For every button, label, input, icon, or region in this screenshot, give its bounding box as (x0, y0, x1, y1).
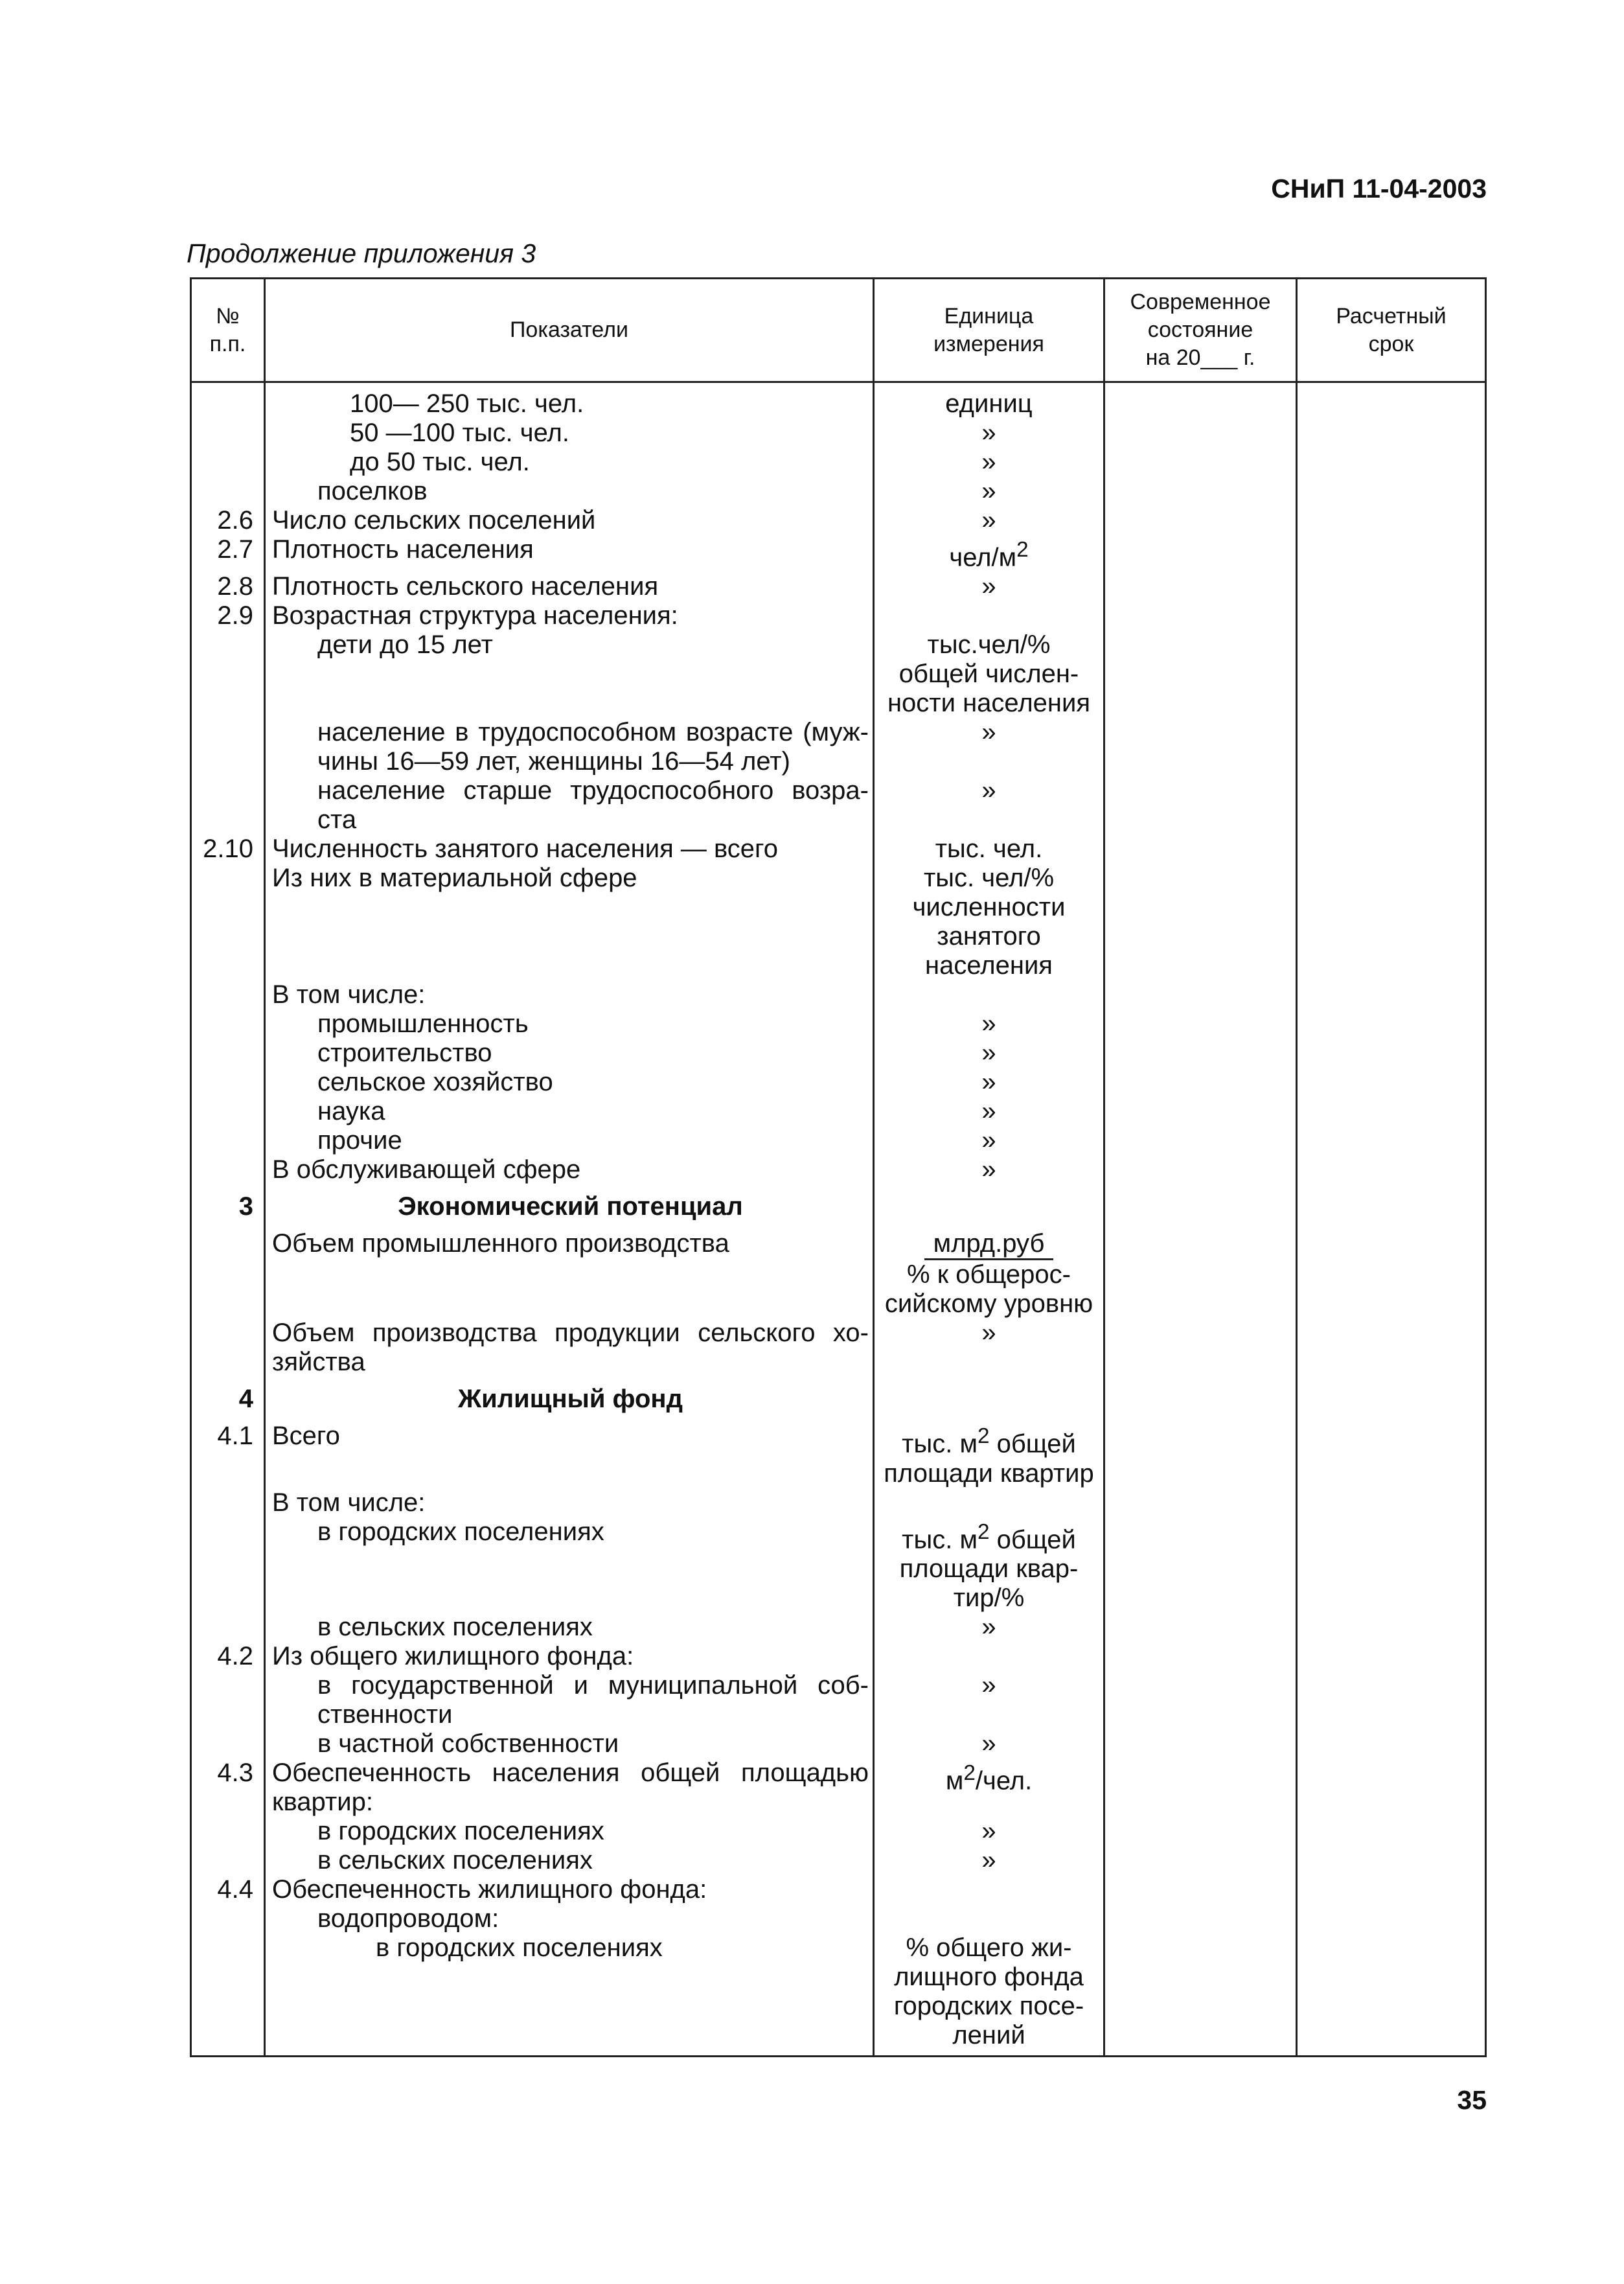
table-row: в городских поселениях » (191, 1817, 1486, 1846)
section-title: Жилищный фонд (265, 1377, 874, 1422)
section-heading-row: 3 Экономический потенциал (191, 1184, 1486, 1229)
table-row: до 50 тыс. чел. » (191, 448, 1486, 477)
table-row: прочие » (191, 1126, 1486, 1155)
page-number: 35 (1457, 2085, 1487, 2115)
table-row: 4.3 Обеспеченность населения общей площадью квартир: $м^2$/чел. (191, 1759, 1486, 1817)
table-row: население в трудоспособном возрасте (муж- чины 16—59 лет, женщины 16—54 лет) » (191, 718, 1486, 776)
table-header-row (191, 279, 1486, 382)
table-row: строительство » (191, 1039, 1486, 1068)
table-row: 100— 250 тыс. чел. единиц (191, 382, 1486, 419)
table-row: водопроводом: (191, 1904, 1486, 1933)
table-row: дети до 15 лет тыс.чел/% общей числен- ности населения (191, 630, 1486, 718)
table-row: поселков » (191, 477, 1486, 506)
header-unit: Единица измерения (874, 279, 1104, 382)
table-row: в частной собственности » (191, 1729, 1486, 1759)
table-row: В том числе: (191, 1488, 1486, 1517)
table-row: в сельских поселениях » (191, 1613, 1486, 1642)
table-row: в городских поселениях тыс. $м^2$ общей площади квар- тир/% (191, 1517, 1486, 1613)
table-row: 4.4 Обеспеченность жилищного фонда: (191, 1875, 1486, 1904)
table-row: В обслуживающей сфере » (191, 1155, 1486, 1184)
table-row: 4.1 Всего тыс. $м^2$ общей площади квартир (191, 1422, 1486, 1488)
table-row: Объем промышленного производства млрд.руб % к общерос- сийскому уровню (191, 1229, 1486, 1319)
table-row: В том числе: (191, 980, 1486, 1009)
header-indicators: Показатели (265, 279, 874, 382)
table-row: промышленность » (191, 1009, 1486, 1039)
table-row: 2.7 Плотность населения чел/$м^2$ (191, 535, 1486, 572)
table-row: 50 —100 тыс. чел. » (191, 419, 1486, 448)
table-row: 4.2 Из общего жилищного фонда: (191, 1642, 1486, 1671)
document-code: СНиП 11-04-2003 (1271, 174, 1487, 203)
table-row: в сельских поселениях » (191, 1846, 1486, 1875)
table-row: Из них в материальной сфере тыс. чел/% численности занятого населения (191, 864, 1486, 980)
table-row: Объем производства продукции сельского хо- зяйства » (191, 1319, 1486, 1377)
table-row: население старше трудоспособного возра- ста » (191, 776, 1486, 835)
header-current-state: Современное состояние на 20___ г. (1104, 279, 1297, 382)
section-title: Экономический потенциал (265, 1184, 874, 1229)
table-row: сельское хозяйство » (191, 1068, 1486, 1097)
table-row: 2.8 Плотность сельского населения » (191, 572, 1486, 601)
indicators-table (190, 277, 1487, 2057)
table-row: 2.9 Возрастная структура населения: (191, 601, 1486, 630)
header-num: № п.п. (191, 279, 265, 382)
table-row: 2.6 Число сельских поселений » (191, 506, 1486, 535)
section-heading-row: 4 Жилищный фонд (191, 1377, 1486, 1422)
table-row: 2.10 Численность занятого населения — всего тыс. чел. (191, 835, 1486, 864)
table-row: в городских поселениях % общего жи- лищного фонда городских посе- лений (191, 1933, 1486, 2057)
continuation-caption: Продолжение приложения 3 (187, 238, 536, 268)
table-row: наука » (191, 1097, 1486, 1126)
header-estimated-term: Расчетный срок (1297, 279, 1486, 382)
fraction-numerator: млрд.руб (924, 1229, 1054, 1260)
table-row: в государственной и муниципальной соб- ственности » (191, 1671, 1486, 1729)
